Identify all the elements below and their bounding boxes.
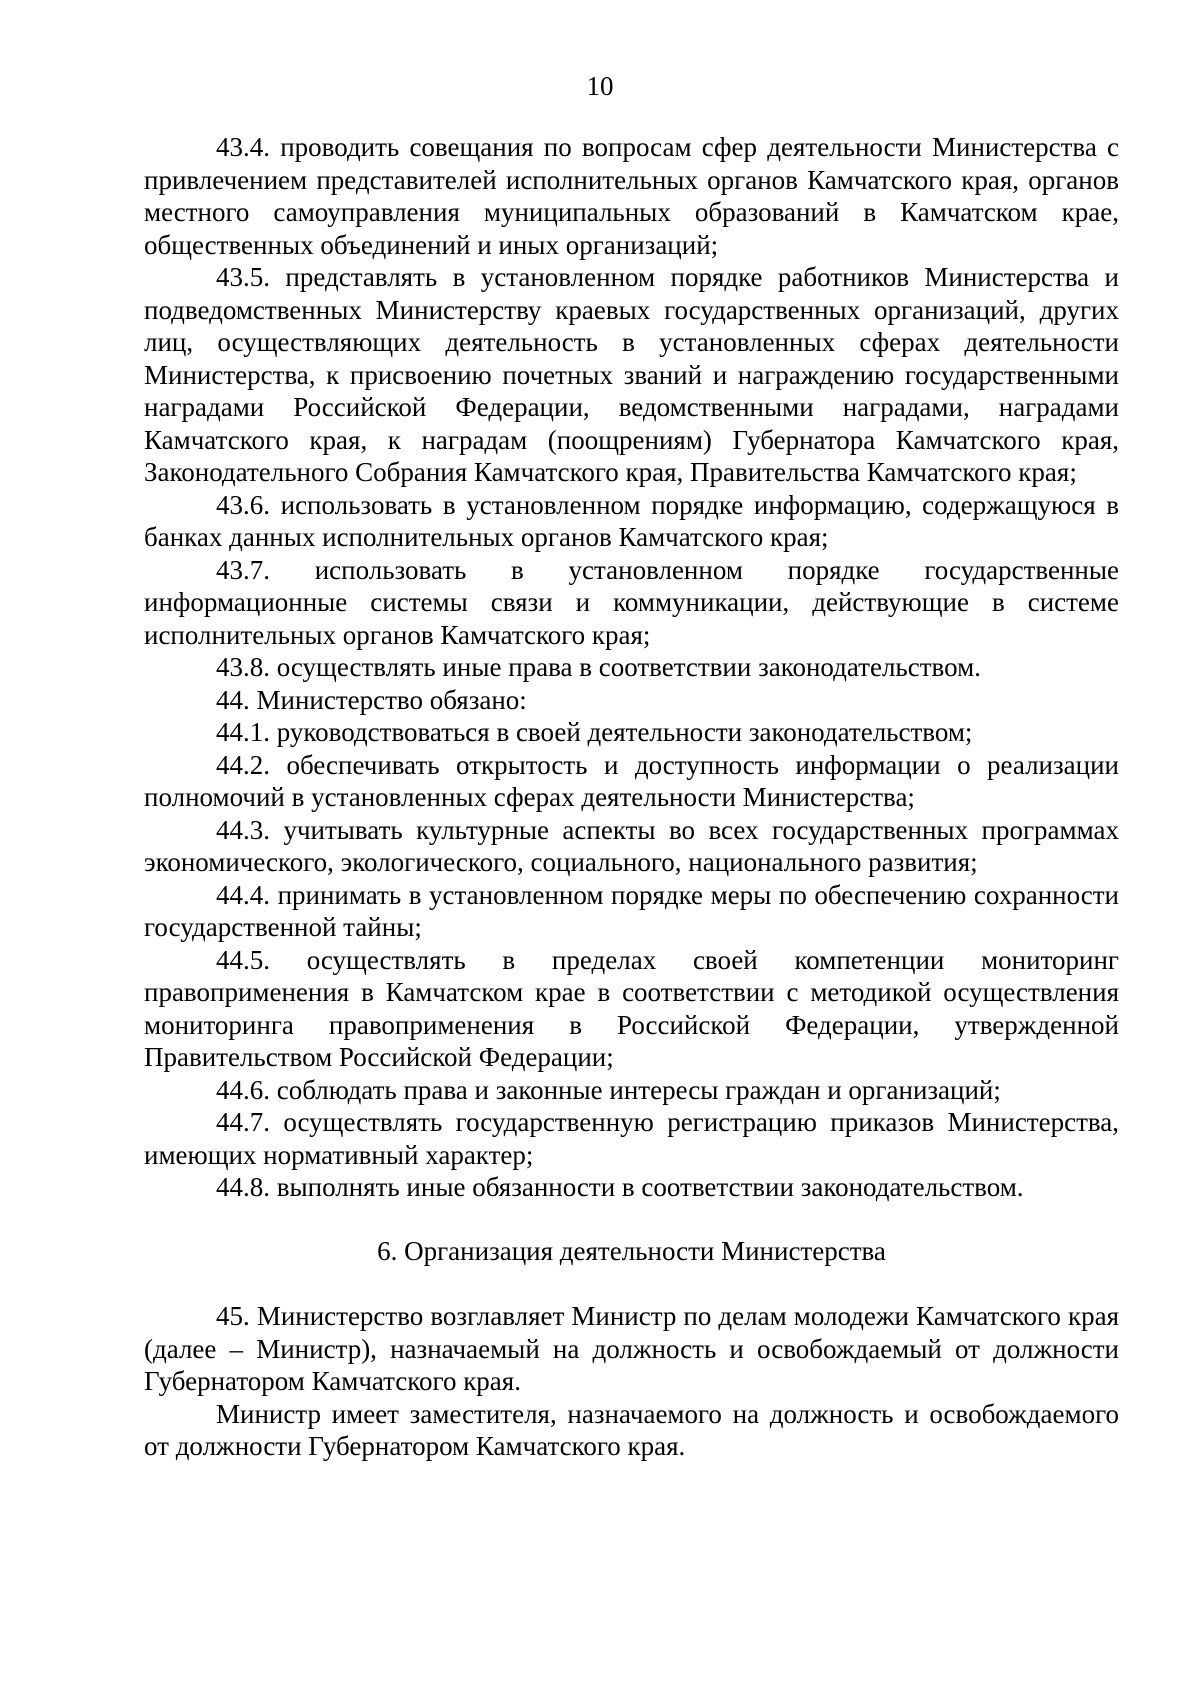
- document-body: [144, 131, 1119, 1463]
- paragraph-44-5: 44.5. осуществлять в пределах своей компетенции мониторинг правоприменения в Камчатском крае в соответствии с методикой осуществления мониторинга правоприменения в Российской Федерации, утвержденной Правительством Российской Федерации;: [144, 944, 1119, 1072]
- paragraph-43-4: 43.4. проводить совещания по вопросам сфер деятельности Министерства с привлечением представителей исполнительных органов Камчатского края, органов местного самоуправления муниципальных образований в Камчатском крае, общественных объединений и иных организаций;: [144, 132, 1119, 260]
- paragraph-43-8: 43.8. осуществлять иные права в соответствии законодательством.: [216, 652, 981, 682]
- paragraph-44-3: 44.3. учитывать культурные аспекты во всех государственных программах экономического, экологического, социального, национального развития;: [144, 814, 1119, 877]
- paragraph-44-7: 44.7. осуществлять государственную регистрацию приказов Министерства, имеющих нормативный характер;: [144, 1107, 1119, 1170]
- paragraph-44-2: 44.2. обеспечивать открытость и доступность информации о реализации полномочий в установленных сферах деятельности Министерства;: [144, 749, 1119, 812]
- paragraph-45-deputy: Министр имеет заместителя, назначаемого на должность и освобождаемого от должности Губернатором Камчатского края.: [144, 1398, 1119, 1461]
- section-heading: 6. Организация деятельности Министерства: [377, 1235, 886, 1266]
- paragraph-43-5: 43.5. представлять в установленном порядке работников Министерства и подведомственных Министерству краевых государственных организаций, других лиц, осуществляющих деятельность в установленных сферах деятельности Министерства, к присвоению почетных званий и награждению государственными наградами Российской Федерации, ведомственными наградами, наградами Камчатского края, к наградам (поощрениям) Губернатора Камчатского края, Законодательного Собрания Камчатского края, Правительства Камчатского края;: [144, 262, 1119, 487]
- page-number: 10: [586, 71, 614, 101]
- paragraph-45: 45. Министерство возглавляет Министр по делам молодежи Камчатского края (далее – Министр), назначаемый на должность и освобождаемый от должности Губернатором Камчатского края.: [144, 1301, 1119, 1396]
- paragraph-44: 44. Министерство обязано:: [216, 684, 527, 715]
- paragraph-44-1: 44.1. руководствоваться в своей деятельности законодательством;: [216, 717, 973, 747]
- paragraph-44-4: 44.4. принимать в установленном порядке меры по обеспечению сохранности государственной тайны;: [144, 879, 1119, 942]
- paragraph-44-8: 44.8. выполнять иные обязанности в соответствии законодательством.: [216, 1172, 1024, 1202]
- paragraph-44-6: 44.6. соблюдать права и законные интересы граждан и организаций;: [216, 1074, 1001, 1105]
- paragraph-43-6: 43.6. использовать в установленном порядке информацию, содержащуюся в банках данных исполнительных органов Камчатского края;: [144, 489, 1119, 552]
- paragraph-43-7: 43.7. использовать в установленном порядке государственные информационные системы связи и коммуникации, действующие в системе исполнительных органов Камчатского края;: [144, 554, 1119, 650]
